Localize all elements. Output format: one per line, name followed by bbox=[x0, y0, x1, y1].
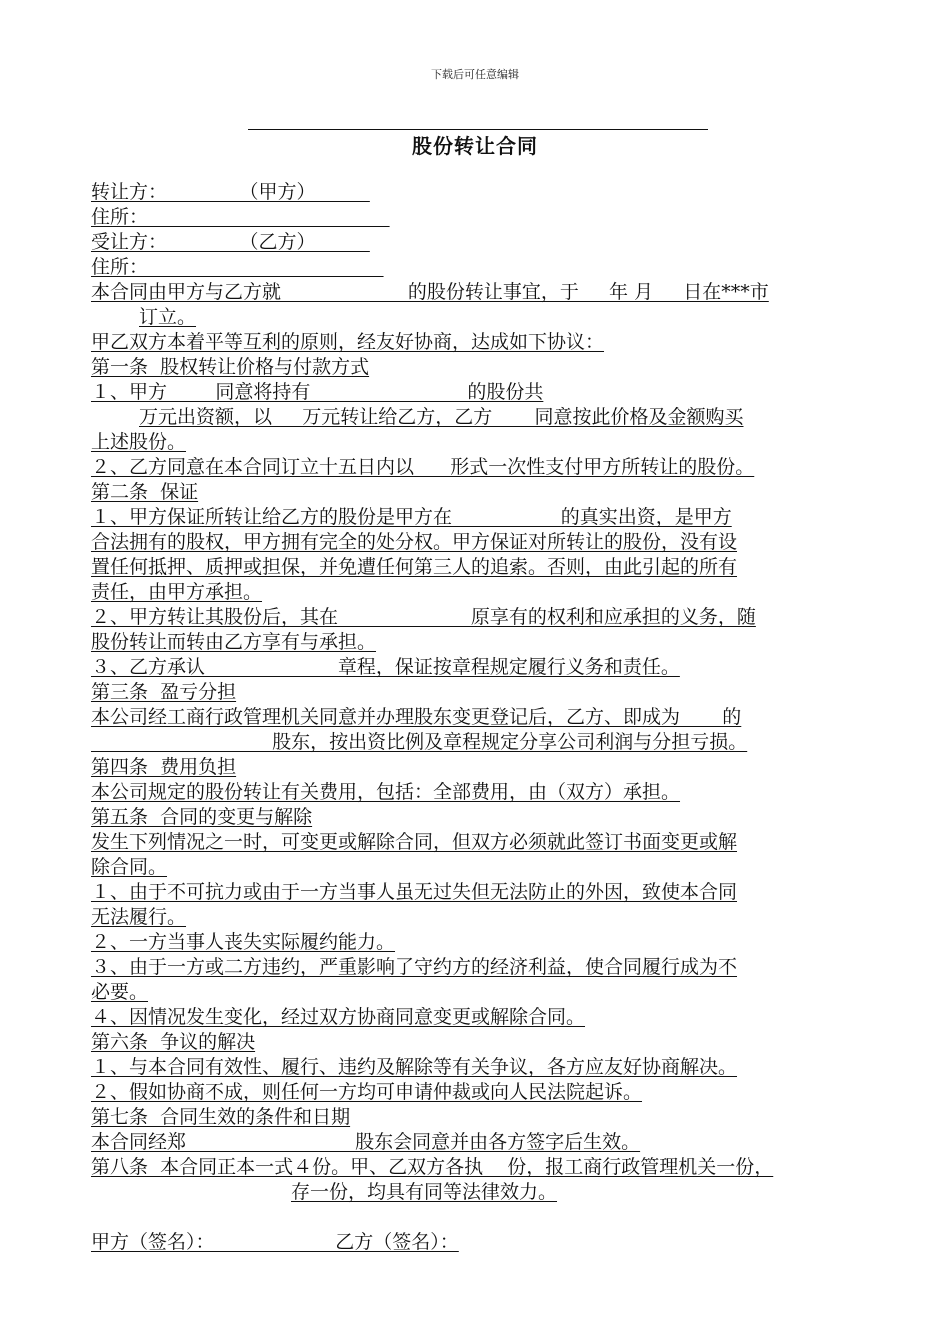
article-5-clause-3: ３、由于一方或二方违约，严重影响了守约方的经济利益，使合同履行成为不 bbox=[91, 956, 738, 978]
article-4-text: 本公司规定的股份转让有关费用，包括：全部费用，由（双方）承担。 bbox=[91, 781, 681, 803]
article-3-text: 本公司经工商行政管理机关同意并办理股东变更登记后，乙方、即成为 的 bbox=[91, 706, 742, 728]
article-7-text: 本合同经郑 股东会同意并由各方签字后生效。 bbox=[91, 1131, 641, 1153]
article-1-clause-2: ２、乙方同意在本合同订立十五日内以 形式一次性支付甲方所转让的股份。 bbox=[91, 456, 755, 478]
article-5-text-end: 除合同。 bbox=[91, 856, 168, 878]
article-1-clause-1-end: 上述股份。 bbox=[91, 431, 187, 453]
transferee-address-line: 住所： bbox=[91, 256, 384, 278]
article-2-clause-2: ２、甲方转让其股份后，其在 原享有的权利和应承担的义务，随 bbox=[91, 606, 756, 628]
header-note: 下载后可任意编辑 bbox=[431, 68, 519, 81]
article-6-clause-2: ２、假如协商不成，则任何一方均可申请仲裁或向人民法院起诉。 bbox=[91, 1081, 643, 1103]
article-2-heading: 第二条 保证 bbox=[91, 481, 199, 503]
article-5-clause-2: ２、一方当事人丧失实际履约能力。 bbox=[91, 931, 396, 953]
article-5-clause-4: ４、因情况发生变化，经过双方协商同意变更或解除合同。 bbox=[91, 1006, 586, 1028]
spacer bbox=[91, 1205, 861, 1230]
preamble-line: 本合同由甲方与乙方就 的股份转让事宜，于 年 月 日在***市 bbox=[91, 281, 769, 303]
document-title: 股份转让合同 bbox=[412, 134, 538, 158]
agreement-intro: 甲乙双方本着平等互利的原则，经友好协商，达成如下协议： bbox=[91, 331, 605, 353]
article-4-heading: 第四条 费用负担 bbox=[91, 756, 237, 778]
preamble-line-2: 订立。 bbox=[139, 306, 197, 328]
article-1-clause-1: １、甲方 同意将持有 的股份共 bbox=[91, 381, 544, 403]
article-1-heading: 第一条 股权转让价格与付款方式 bbox=[91, 356, 370, 378]
article-1-clause-1-cont: 万元出资额，以 万元转让给乙方，乙方 同意按此价格及金额购买 bbox=[139, 406, 744, 428]
contract-body bbox=[91, 180, 861, 1255]
transferee-line: 受让方： （乙方） bbox=[91, 231, 370, 253]
article-2-clause-1-cont-1: 合法拥有的股权，甲方拥有完全的处分权。甲方保证对所转让的股份，没有设 bbox=[91, 531, 738, 553]
transferor-line: 转让方： （甲方） bbox=[91, 181, 370, 203]
article-6-clause-1: １、与本合同有效性、履行、违约及解除等有关争议，各方应友好协商解决。 bbox=[91, 1056, 738, 1078]
article-2-clause-1-end: 责任，由甲方承担。 bbox=[91, 581, 263, 603]
article-5-clause-1: １、由于不可抗力或由于一方当事人虽无过失但无法防止的外因，致使本合同 bbox=[91, 881, 738, 903]
article-6-heading: 第六条 争议的解决 bbox=[91, 1031, 256, 1053]
article-8-text-end: 存一份，均具有同等法律效力。 bbox=[291, 1181, 558, 1203]
article-7-heading: 第七条 合同生效的条件和日期 bbox=[91, 1106, 351, 1128]
article-5-heading: 第五条 合同的变更与解除 bbox=[91, 806, 313, 828]
article-3-heading: 第三条 盈亏分担 bbox=[91, 681, 237, 703]
article-2-clause-2-end: 股份转让而转由乙方享有与承担。 bbox=[91, 631, 377, 653]
article-5-clause-1-end: 无法履行。 bbox=[91, 906, 187, 928]
transferor-address-line: 住所： bbox=[91, 206, 390, 228]
article-2-clause-1: １、甲方保证所转让给乙方的股份是甲方在 的真实出资，是甲方 bbox=[91, 506, 732, 528]
article-2-clause-1-cont-2: 置任何抵押、质押或担保，并免遭任何第三人的追索。否则，由此引起的所有 bbox=[91, 556, 738, 578]
article-8-text: 第八条 本合同正本一式４份。甲、乙双方各执 份，报工商行政管理机关一份， bbox=[91, 1156, 774, 1178]
article-2-clause-3: ３、乙方承认 章程，保证按章程规定履行义务和责任。 bbox=[91, 656, 680, 678]
article-5-clause-3-end: 必要。 bbox=[91, 981, 149, 1003]
signature-line: 甲方（签名）： 乙方（签名）： bbox=[91, 1231, 459, 1253]
article-5-text: 发生下列情况之一时，可变更或解除合同，但双方必须就此签订书面变更或解 bbox=[91, 831, 738, 853]
article-3-text-end: 股东，按出资比例及章程规定分享公司利润与分担亏损。 bbox=[91, 731, 748, 753]
